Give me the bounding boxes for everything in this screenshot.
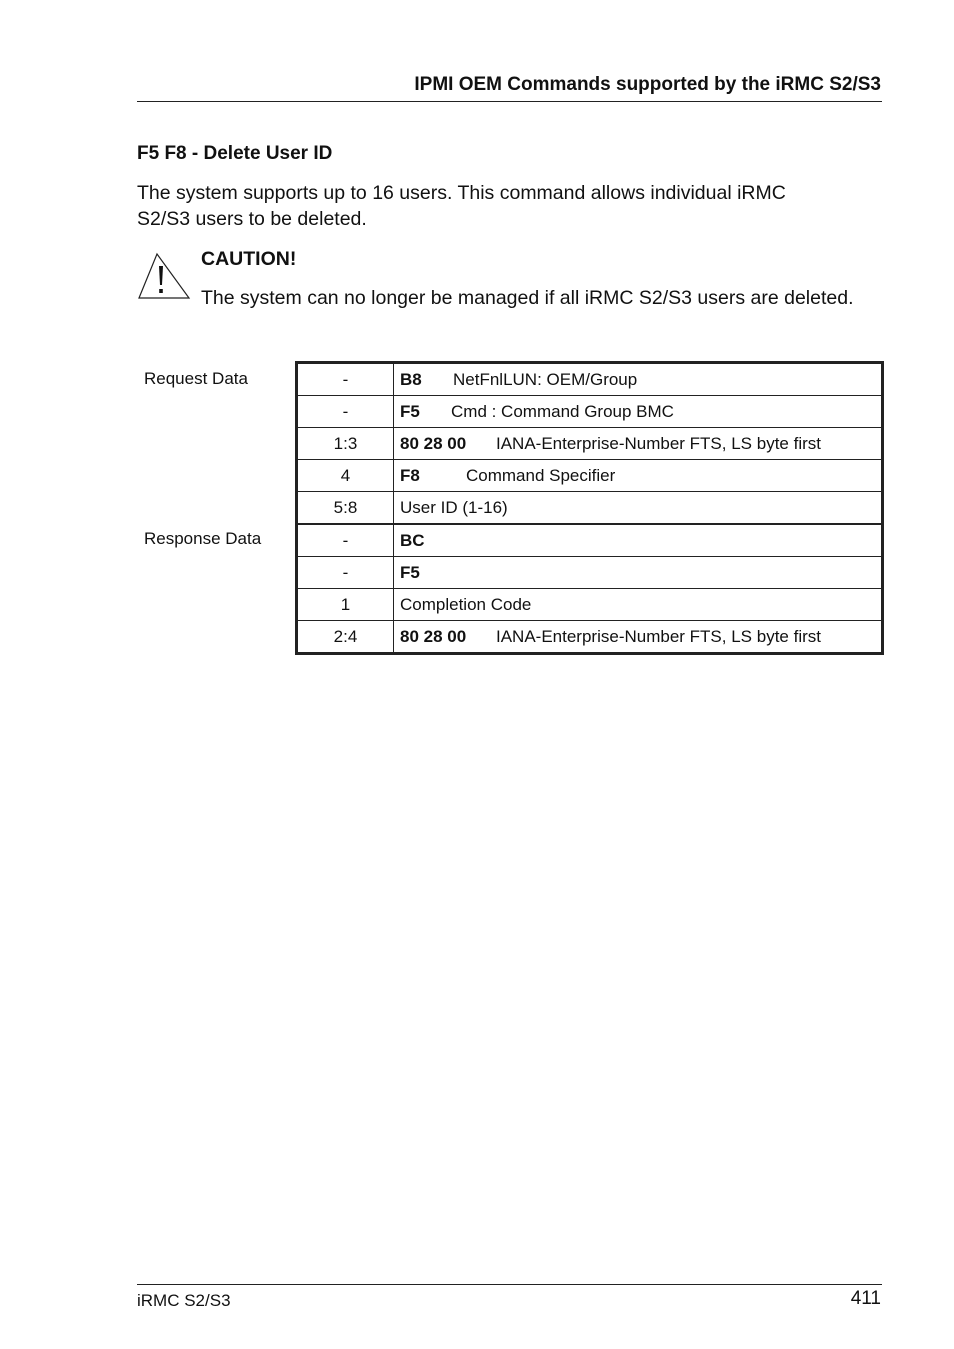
desc-cell	[394, 363, 883, 396]
code-value: 80 28 00	[400, 433, 467, 453]
byte-cell: 5:8	[297, 492, 394, 525]
byte-cell: 4	[297, 460, 394, 492]
warning-icon	[137, 252, 191, 300]
desc-text: User ID (1-16)	[400, 497, 508, 517]
desc-text: IANA-Enterprise-Number FTS, LS byte first	[496, 626, 821, 646]
desc-cell	[394, 492, 883, 525]
code-value: F8	[400, 465, 420, 485]
byte-cell: 1:3	[297, 428, 394, 460]
code-value: F5	[400, 562, 420, 582]
desc-text: Completion Code	[400, 594, 532, 614]
intro-paragraph: The system supports up to 16 users. This command allows individual iRMC S2/S3 users to be deleted.	[137, 182, 786, 230]
caution-title: CAUTION!	[201, 248, 297, 270]
table-row	[297, 557, 882, 589]
request-data-label: Request Data	[144, 369, 248, 388]
desc-cell	[394, 396, 883, 428]
running-header: IPMI OEM Commands supported by the iRMC S2/S3	[414, 74, 881, 95]
desc-cell	[394, 621, 883, 654]
footer-product: iRMC S2/S3	[137, 1291, 231, 1310]
command-table	[296, 362, 883, 654]
code-value: B8	[400, 369, 422, 389]
code-value: BC	[400, 530, 425, 550]
table-row	[297, 363, 882, 396]
table-row	[297, 492, 882, 525]
desc-cell	[394, 589, 883, 621]
byte-cell: 2:4	[297, 621, 394, 654]
table-row	[297, 396, 882, 428]
desc-text: NetFnlLUN: OEM/Group	[453, 369, 638, 389]
header-rule	[137, 101, 882, 102]
byte-cell: 1	[297, 589, 394, 621]
table-row	[297, 621, 882, 654]
section-title: F5 F8 - Delete User ID	[137, 143, 333, 164]
footer-rule	[137, 1284, 882, 1285]
byte-cell: -	[297, 396, 394, 428]
table-row	[297, 428, 882, 460]
byte-cell: -	[297, 524, 394, 557]
desc-text: IANA-Enterprise-Number FTS, LS byte first	[496, 433, 821, 453]
table-row	[297, 524, 882, 557]
desc-cell	[394, 460, 883, 492]
desc-text: Cmd : Command Group BMC	[451, 401, 674, 421]
code-value: F5	[400, 401, 420, 421]
table-row	[297, 589, 882, 621]
code-value: 80 28 00	[400, 626, 467, 646]
page-number: 411	[850, 1288, 881, 1309]
byte-cell: -	[297, 363, 394, 396]
desc-text: Command Specifier	[466, 465, 616, 485]
byte-cell: -	[297, 557, 394, 589]
table-row	[297, 460, 882, 492]
desc-cell	[394, 557, 883, 589]
response-data-label: Response Data	[144, 529, 262, 548]
desc-cell	[394, 524, 883, 557]
desc-cell	[394, 428, 883, 460]
caution-text: The system can no longer be managed if all iRMC S2/S3 users are deleted.	[201, 287, 854, 309]
